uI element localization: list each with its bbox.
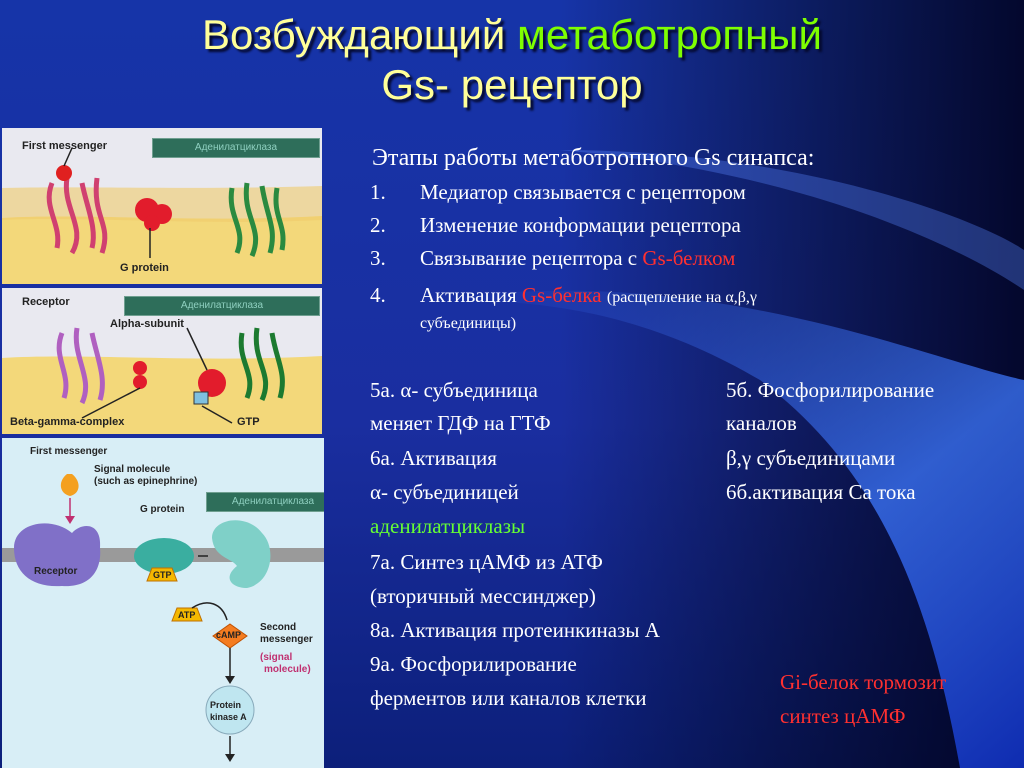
step-9a-2: ферментов или каналов клетки <box>370 686 647 710</box>
step-5b-2: каналов <box>726 411 797 435</box>
step-6a-3: аденилатциклазы <box>370 514 526 538</box>
step-6a-2: α- субъединицей <box>370 480 519 504</box>
label-first-messenger-3: First messenger <box>30 446 108 457</box>
step-6b: 6б.активация Са тока <box>726 480 916 504</box>
step-9a-1: 9а. Фосфорилирование <box>370 652 577 676</box>
stage-1: 1. Медиатор связывается с рецептором <box>370 180 746 204</box>
gi-note-2: синтез цАМФ <box>780 704 906 728</box>
step-5a-2: меняет ГДФ на ГТФ <box>370 411 551 435</box>
label-receptor-2: Receptor <box>22 296 70 308</box>
stages-heading: Этапы работы метаботропного Gs синапса: <box>372 145 815 171</box>
gi-note-1: Gi-белок тормозит <box>780 670 947 694</box>
step-7a-1: 7а. Синтез цАМФ из АТФ <box>370 550 603 574</box>
diagram-panel-3 <box>2 438 324 768</box>
badge-adenylate-cyclase-2: Аденилатциклаза <box>124 296 320 316</box>
stage-3: 3. Связывание рецептора с Gs-белком <box>370 246 736 270</box>
label-alpha-subunit: Alpha-subunit <box>110 318 184 330</box>
step-8a: 8а. Активация протеинкиназы А <box>370 618 660 642</box>
label-receptor-3: Receptor <box>34 566 78 577</box>
step-5a-1: 5а. α- субъединица <box>370 378 538 402</box>
label-atp: ATP <box>178 610 196 620</box>
label-signal-example: (such as epinephrine) <box>94 476 198 487</box>
badge-adenylate-cyclase-1: Аденилатциклаза <box>152 138 320 158</box>
stage-2: 2. Изменение конформации рецептора <box>370 213 741 237</box>
label-second-messenger-1: Second <box>260 622 297 633</box>
label-beta-gamma: Beta-gamma-complex <box>10 416 125 428</box>
signaling-cascade-illustration <box>2 438 324 768</box>
label-protein-kinase-1: Protein <box>210 700 242 710</box>
label-second-messenger-2: messenger <box>260 634 313 645</box>
label-camp: cAMP <box>216 630 242 640</box>
diagram-panel-2 <box>2 288 322 434</box>
label-signal-molecule: Signal molecule <box>94 464 171 475</box>
slide-title <box>0 10 1024 109</box>
diagram-panel-1 <box>2 128 322 284</box>
label-g-protein-1: G protein <box>120 262 169 274</box>
stage-4-cont: субъединицы) <box>420 315 517 332</box>
label-gtp-2: GTP <box>237 416 260 428</box>
label-g-protein-3: G protein <box>140 504 185 515</box>
label-signal-molecule-a: (signal <box>260 652 293 663</box>
title-line2: Gs- рецептор <box>381 60 643 108</box>
label-signal-molecule-b: molecule) <box>264 664 311 675</box>
step-7a-2: (вторичный мессинджер) <box>370 584 596 608</box>
step-5b-1: 5б. Фосфорилирование <box>726 378 935 402</box>
label-protein-kinase-2: kinase A <box>210 712 247 722</box>
title-part2: метаботропный <box>516 11 822 58</box>
step-6a-1: 6а. Активация <box>370 446 497 470</box>
step-5b-3: β,γ субъединицами <box>726 446 896 470</box>
badge-adenylate-cyclase-3: Аденилатциклаза <box>206 492 324 512</box>
label-gtp-3: GTP <box>153 570 172 580</box>
label-first-messenger-1: First messenger <box>22 140 107 152</box>
stage-4: 4. Активация Gs-белка (расщепление на α,β,γ <box>370 283 757 307</box>
title-part1: Возбуждающий <box>202 11 506 58</box>
